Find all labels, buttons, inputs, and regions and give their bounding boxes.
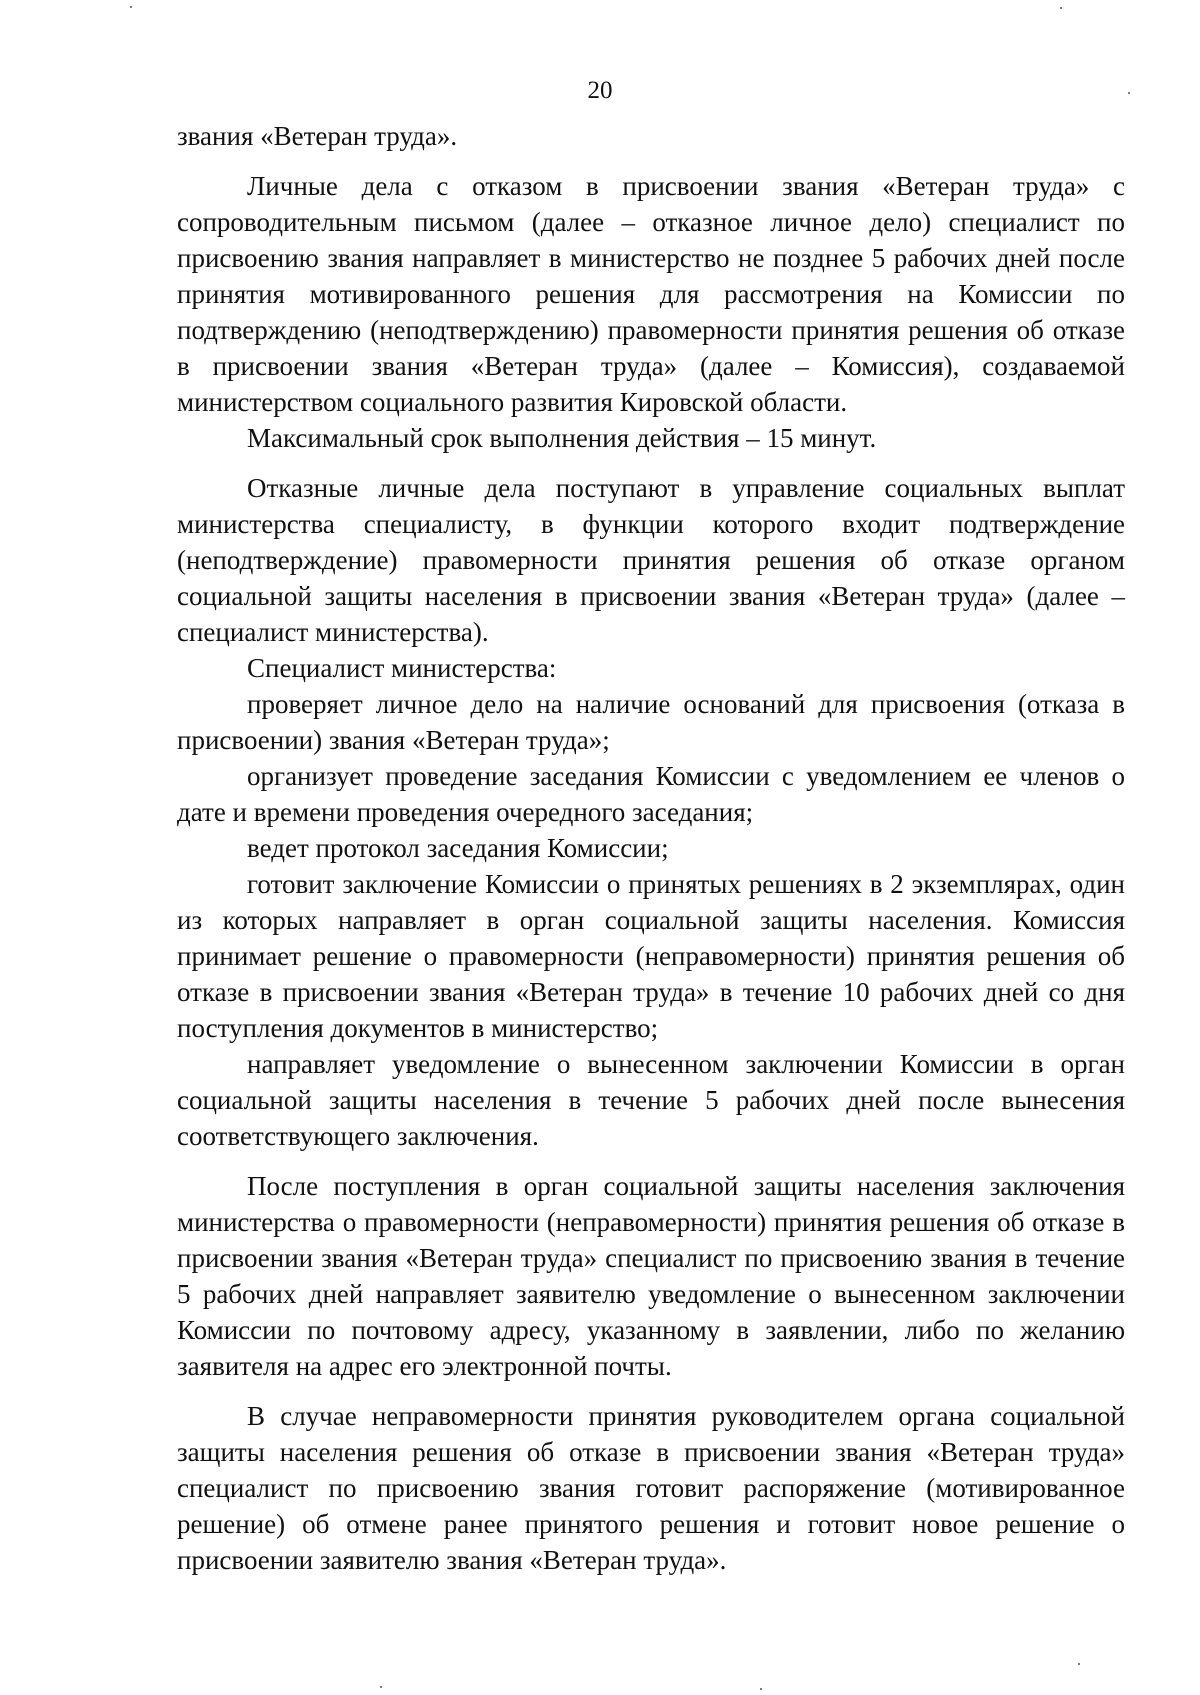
paragraph-files-received: Отказные личные дела поступают в управление социальных выплат министерства специалисту, в функции которого входит подтверждение (неподтверждение) правомерности принятия решения об отказе органом социальной защиты населения в присвоении звания «Ветеран труда» (далее – специалист министерства).: [177, 473, 1125, 647]
paragraph-unlawful-decision: В случае неправомерности принятия руководителем органа социальной защиты населения решения об отказе в присвоении звания «Ветеран труда» специалист по присвоению звания готовит распоряжение (мотивированное решение) об отмене ранее принятого решения и готовит новое решение о присвоении заявителю звания «Ветеран труда».: [177, 1401, 1125, 1575]
list-item-keeps-minutes: ведет протокол заседания Комиссии;: [247, 833, 669, 863]
paragraph-max-time: Максимальный срок выполнения действия – 15 минут.: [247, 423, 877, 453]
scan-speck: [130, 6, 132, 8]
paragraph-refusal-files: Личные дела с отказом в присвоении звания «Ветеран труда» с сопроводительным письмом (далее – отказное личное дело) специалист по присвоению звания направляет в министерство не позднее 5 рабочих дней после принятия мотивированного решения для рассмотрения на Комиссии по подтверждению (неподтверждению) правомерности принятия решения об отказе в присвоении звания «Ветеран труда» (далее – Комиссия), создаваемой министерством социального развития Кировской области.: [177, 171, 1125, 417]
list-item-prepares-conclusion: готовит заключение Комиссии о принятых решениях в 2 экземплярах, один из которых направляет в орган социальной защиты населения. Комиссия принимает решение о правомерности (неправомерности) принятия решения об отказе в присвоении звания «Ветеран труда» в течение 10 рабочих дней со дня поступления документов в министерство;: [177, 869, 1125, 1043]
list-item-checks-file: проверяет личное дело на наличие оснований для присвоения (отказа в присвоении) звания «Ветеран труда»;: [177, 689, 1125, 755]
scan-speck: [1128, 92, 1130, 94]
paragraph-specialist-duties-intro: Специалист министерства:: [247, 653, 557, 683]
scan-speck: [1078, 1663, 1080, 1665]
list-item-organizes-meeting: организует проведение заседания Комиссии с уведомлением ее членов о дате и времени проведения очередного заседания;: [177, 761, 1125, 827]
paragraph-notify-applicant: После поступления в орган социальной защиты населения заключения министерства о правомерности (неправомерности) принятия решения об отказе в присвоении звания «Ветеран труда» специалист по присвоению звания в течение 5 рабочих дней направляет заявителю уведомление о вынесенном заключении Комиссии по почтовому адресу, указанному в заявлении, либо по желанию заявителя на адрес его электронной почты.: [177, 1171, 1125, 1381]
scan-speck: [380, 1686, 382, 1688]
page-number: 20: [587, 77, 613, 104]
paragraph-continuation: звания «Ветеран труда».: [177, 121, 458, 151]
list-item-sends-notice: направляет уведомление о вынесенном заключении Комиссии в орган социальной защиты населения в течение 5 рабочих дней после вынесения соответствующего заключения.: [177, 1049, 1125, 1151]
scan-speck: [760, 1688, 762, 1690]
document-body: [177, 118, 1125, 1578]
scan-speck: [1060, 7, 1062, 9]
